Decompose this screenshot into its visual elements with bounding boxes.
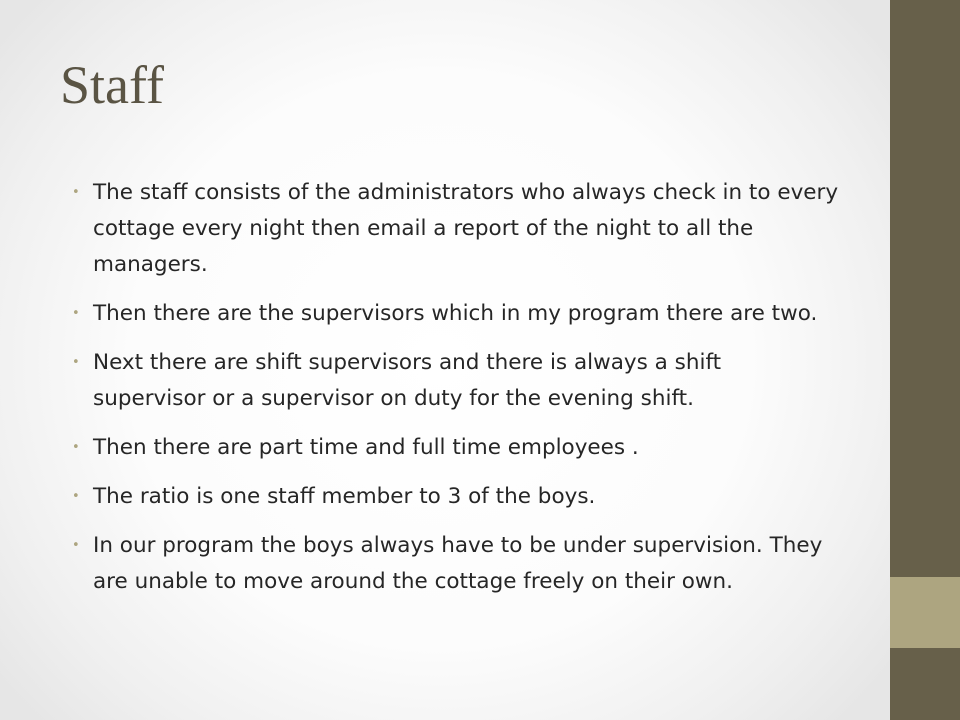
bullet-text: The staff consists of the administrators who always check in to every cottage every night then email a report of the night to all the managers.: [93, 180, 839, 277]
sidebar-accent-bar-top: [890, 0, 960, 577]
bullet-list: [72, 175, 840, 613]
bullet-item: [72, 175, 840, 283]
bullet-text: The ratio is one staff member to 3 of the boys.: [93, 484, 596, 509]
bullet-marker: •: [72, 538, 80, 553]
bullet-text: In our program the boys always have to be under supervision. They are unable to move around the cottage freely on their own.: [93, 533, 823, 594]
bullet-marker: •: [72, 489, 80, 504]
bullet-item: [72, 296, 840, 332]
sidebar-accent-bar-middle: [890, 577, 960, 648]
bullet-text: Then there are part time and full time employees .: [93, 435, 639, 460]
bullet-item: [72, 479, 840, 515]
bullet-marker: •: [72, 440, 80, 455]
bullet-marker: •: [72, 185, 80, 200]
slide-title: Staff: [60, 55, 164, 115]
bullet-item: [72, 528, 840, 600]
bullet-marker: •: [72, 306, 80, 321]
bullet-item: [72, 430, 840, 466]
bullet-text: Next there are shift supervisors and there is always a shift supervisor or a supervisor on duty for the evening shift.: [93, 350, 722, 411]
bullet-item: [72, 345, 840, 417]
bullet-marker: •: [72, 355, 80, 370]
sidebar-accent-bar-bottom: [890, 648, 960, 720]
bullet-text: Then there are the supervisors which in my program there are two.: [93, 301, 818, 326]
